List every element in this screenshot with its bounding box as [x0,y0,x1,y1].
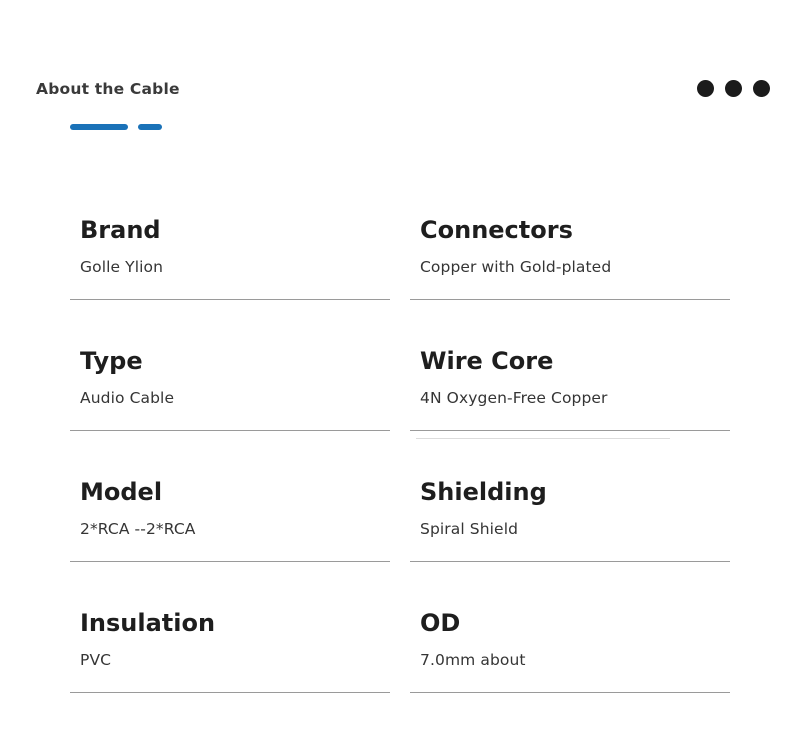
page-header [36,80,770,140]
spec-value: PVC [80,650,112,669]
spec-item-connectors [410,205,730,336]
spec-label: Brand [80,216,161,244]
spec-item-wire-core [410,336,730,467]
menu-dots-icon[interactable] [697,80,770,97]
spec-label: Shielding [420,478,547,506]
spec-divider [410,561,730,562]
spec-divider [70,299,390,300]
spec-grid [70,205,730,729]
spec-label: Connectors [420,216,573,244]
dot-3-icon [753,80,770,97]
spec-divider [70,430,390,431]
spec-value: 7.0mm about [420,650,526,669]
spec-item-model [70,467,390,598]
spec-label: Type [80,347,143,375]
spec-item-brand [70,205,390,336]
spec-divider [70,692,390,693]
spec-divider [410,299,730,300]
spec-value: 4N Oxygen-Free Copper [420,388,608,407]
spec-item-shielding [410,467,730,598]
page-title: About the Cable [36,80,180,98]
spec-label: Model [80,478,163,506]
spec-divider [70,561,390,562]
spec-value: Copper with Gold-plated [420,257,612,276]
spec-item-insulation [70,598,390,729]
spec-value: Audio Cable [80,388,175,407]
spec-label: Insulation [80,609,216,637]
spec-divider [410,430,730,431]
dot-1-icon [697,80,714,97]
spec-divider-faint [416,438,670,439]
spec-value: 2*RCA --2*RCA [80,519,196,538]
spec-value: Spiral Shield [420,519,519,538]
title-underline-accent [70,124,162,130]
dot-2-icon [725,80,742,97]
accent-bar-short [138,124,162,130]
accent-bar-long [70,124,128,130]
spec-divider [410,692,730,693]
spec-item-od [410,598,730,729]
spec-item-type [70,336,390,467]
spec-label: OD [420,609,461,637]
spec-label: Wire Core [420,347,554,375]
spec-value: Golle Ylion [80,257,164,276]
